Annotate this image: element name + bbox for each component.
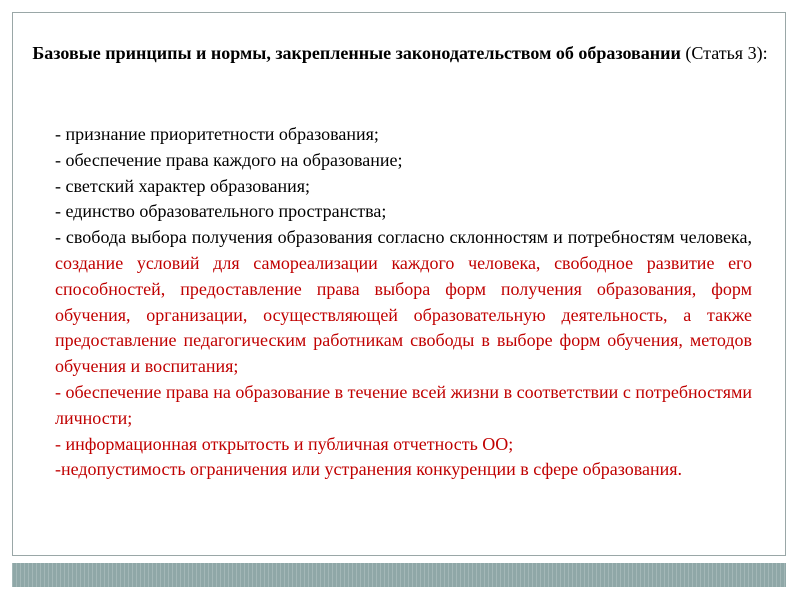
principle-item: - обеспечение права каждого на образование; — [55, 149, 403, 170]
principle-item: - признание приоритетности образования; — [55, 124, 379, 144]
principle-item: - единство образовательного пространства; — [55, 201, 387, 222]
principle-text-highlight: создание условий для самореализации каждого человека, свободное развитие его способностей, предоставление права выбора форм получения образования, форм обучения, организации, осуществляющей образовательную деятельность, а также предоставление педагогическим работникам свободы в выборе форм обучения, методов обучения и воспитания; — [55, 252, 752, 377]
principle-text: - свобода выбора получения образования согласно склонностям и потребностям человека, — [55, 227, 752, 248]
principle-item-highlight: -недопустимость ограничения или устранения конкуренции в сфере образования. — [55, 459, 683, 480]
principle-item-highlight: - обеспечение права на образование в течение всей жизни в соответствии с потребностями личности; — [55, 381, 752, 428]
title-bold-text: Базовые принципы и нормы, закрепленные законодательством об образовании — [32, 43, 681, 63]
principle-item — [55, 225, 752, 380]
principle-item: - светский характер образования; — [55, 175, 311, 196]
title-article-ref: (Статья 3): — [680, 43, 768, 63]
slide-title — [30, 40, 770, 66]
principle-item-highlight: - информационная открытость и публичная отчетность ОО; — [55, 433, 514, 454]
principles-list — [55, 122, 752, 483]
bottom-decor-bar — [12, 563, 786, 587]
